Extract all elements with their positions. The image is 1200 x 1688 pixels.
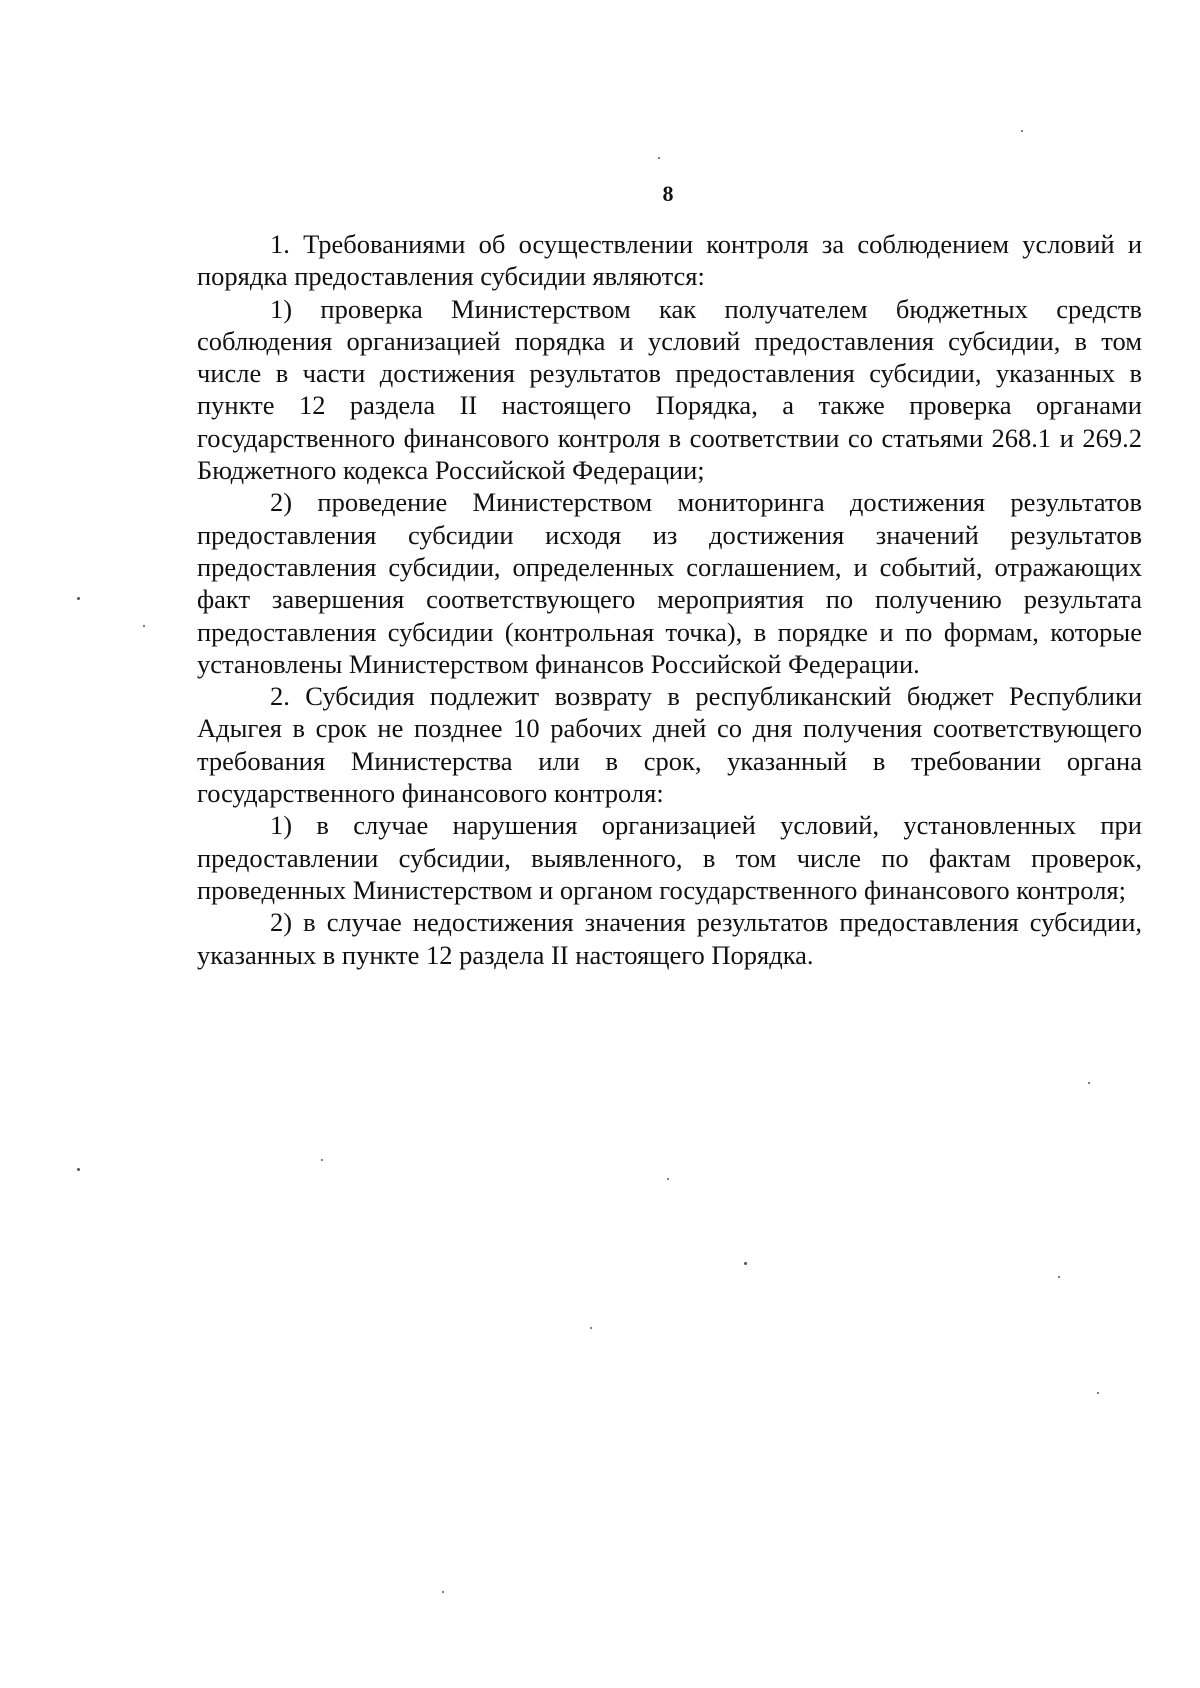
paragraph-violation-case: 1) в случае нарушения организацией условий, установленных при предоставлении субсидии, выявленного, в том числе по фактам проверок, проведенных Министерством и органом государственного финансового контроля; [197,810,1142,905]
paragraph-control-requirements: 1. Требованиями об осуществлении контроля за соблюдением условий и порядка предоставления субсидии являются: [197,229,1142,292]
scan-speck [658,157,660,159]
scan-speck [1058,1276,1060,1278]
scan-speck [321,1159,323,1161]
scan-speck [1097,1392,1099,1394]
scan-speck [77,597,80,600]
scan-speck [667,1178,669,1180]
paragraph-ministry-inspection: 1) проверка Министерством как получателем бюджетных средств соблюдения организацией порядка и условий предоставления субсидии, в том числе в части достижения результатов предоставления субсидии, указанных в пункте 12 раздела II настоящего Порядка, а также проверка органами государственного финансового контроля в соответствии со статьями 268.1 и 269.2 Бюджетного кодекса Российской Федерации; [197,293,1142,486]
paragraph-subsidy-return: 2. Субсидия подлежит возврату в республиканский бюджет Республики Адыгея в срок не позднее 10 рабочих дней со дня получения соответствующего требования Министерства или в срок, указанный в требовании органа государственного финансового контроля: [197,681,1142,809]
paragraph-monitoring: 2) проведение Министерством мониторинга достижения результатов предоставления субсидии исходя из достижения значений результатов предоставления субсидии, определенных соглашением, и событий, отражающих факт завершения соответствующего мероприятия по получению результата предоставления субсидии (контрольная точка), в порядке и по формам, которые установлены Министерством финансов Российской Федерации. [197,487,1142,679]
page-number: 8 [662,181,674,206]
document-body [197,228,1142,971]
scan-speck [77,1168,80,1171]
scan-speck [590,1327,592,1329]
scan-speck [442,1591,444,1593]
scan-speck [1088,1082,1090,1084]
scan-speck [1021,130,1023,132]
paragraph-non-achievement-case: 2) в случае недостижения значения результатов предоставления субсидии, указанных в пункте 12 раздела II настоящего Порядка. [197,907,1142,970]
scan-speck [143,625,145,627]
scan-speck [744,1262,747,1265]
